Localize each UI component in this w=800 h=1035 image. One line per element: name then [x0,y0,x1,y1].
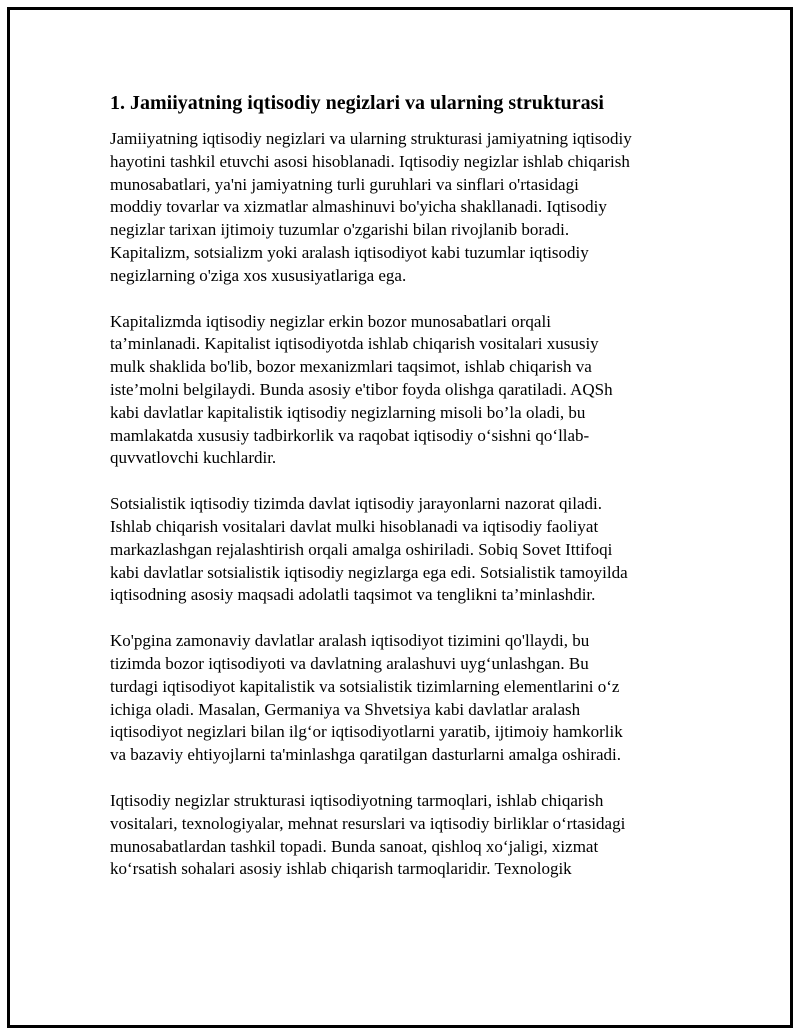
text-line: Ko'pgina zamonaviy davlatlar aralash iqtisodiyot tizimini qo'llaydi, bu [110,631,590,651]
text-line: Sotsialistik iqtisodiy tizimda davlat iqtisodiy jarayonlarni nazorat qiladi. [110,494,602,514]
paragraph-2 [110,311,690,471]
text-line: ko‘rsatish sohalari asosiy ishlab chiqarish tarmoqlaridir. Texnologik [110,859,572,879]
text-line: munosabatlari, ya'ni jamiyatning turli guruhlari va sinflari o'rtasidagi [110,174,579,194]
paragraph-4 [110,630,690,767]
text-line: tizimda bozor iqtisodiyoti va davlatning aralashuvi uyg‘unlashgan. Bu [110,653,589,673]
text-line: iqtisodning asosiy maqsadi adolatli taqsimot va tenglikni ta’minlashdir. [110,585,596,605]
text-line: Ishlab chiqarish vositalari davlat mulki hisoblanadi va iqtisodiy faoliyat [110,516,599,536]
text-line: Iqtisodiy negizlar strukturasi iqtisodiyotning tarmoqlari, ishlab chiqarish [110,790,604,810]
text-line: iqtisodiyot negizlari bilan ilg‘or iqtisodiyotlarni yaratib, ijtimoiy hamkorlik [110,722,623,742]
text-line: hayotini tashkil etuvchi asosi hisoblanadi. Iqtisodiy negizlar ishlab chiqarish [110,151,630,171]
paragraph-1 [110,128,690,288]
text-line: mulk shaklida bo'lib, bozor mexanizmlari taqsimot, ishlab chiqarish va [110,357,592,377]
text-line: Kapitalizmda iqtisodiy negizlar erkin bozor munosabatlari orqali [110,311,551,331]
text-line: ichiga oladi. Masalan, Germaniya va Shvetsiya kabi davlatlar aralash [110,699,581,719]
text-line: iste’molni belgilaydi. Bunda asosiy e'tibor foyda olishga qaratiladi. AQSh [110,379,613,399]
paragraph-3 [110,493,690,607]
paragraph-5 [110,790,690,881]
text-line: mamlakatda xususiy tadbirkorlik va raqobat iqtisodiy o‘sishni qo‘llab- [110,425,590,445]
text-line: moddiy tovarlar va xizmatlar almashinuvi bo'yicha shakllanadi. Iqtisodiy [110,197,607,217]
text-line: markazlashgan rejalashtirish orqali amalga oshiriladi. Sobiq Sovet Ittifoqi [110,539,613,559]
text-line: munosabatlardan tashkil topadi. Bunda sanoat, qishloq xo‘jaligi, xizmat [110,836,599,856]
text-line: negizlarning o'ziga xos xususiyatlariga ega. [110,265,407,285]
text-line: kabi davlatlar sotsialistik iqtisodiy negizlarga ega edi. Sotsialistik tamoyilda [110,562,628,582]
document-body [110,90,690,904]
text-line: turdagi iqtisodiyot kapitalistik va sotsialistik tizimlarning elementlarini o‘z [110,676,620,696]
text-line: negizlar tarixan ijtimoiy tuzumlar o'zgarishi bilan rivojlanib boradi. [110,220,570,240]
text-line: ta’minlanadi. Kapitalist iqtisodiyotda ishlab chiqarish vositalari xususiy [110,334,599,354]
text-line: vositalari, texnologiyalar, mehnat resurslari va iqtisodiy birliklar o‘rtasidagi [110,813,626,833]
document-title: 1. Jamiiyatning iqtisodiy negizlari va ularning strukturasi [110,92,604,114]
text-line: Jamiiyatning iqtisodiy negizlari va ularning strukturasi jamiyatning iqtisodiy [110,129,632,148]
text-line: Kapitalizm, sotsializm yoki aralash iqtisodiyot kabi tuzumlar iqtisodiy [110,242,589,262]
text-line: va bazaviy ehtiyojlarni ta'minlashga qaratilgan dasturlarni amalga oshiradi. [110,745,621,765]
text-line: quvvatlovchi kuchlardir. [110,448,277,468]
text-line: kabi davlatlar kapitalistik iqtisodiy negizlarning misoli bo’la oladi, bu [110,402,586,422]
